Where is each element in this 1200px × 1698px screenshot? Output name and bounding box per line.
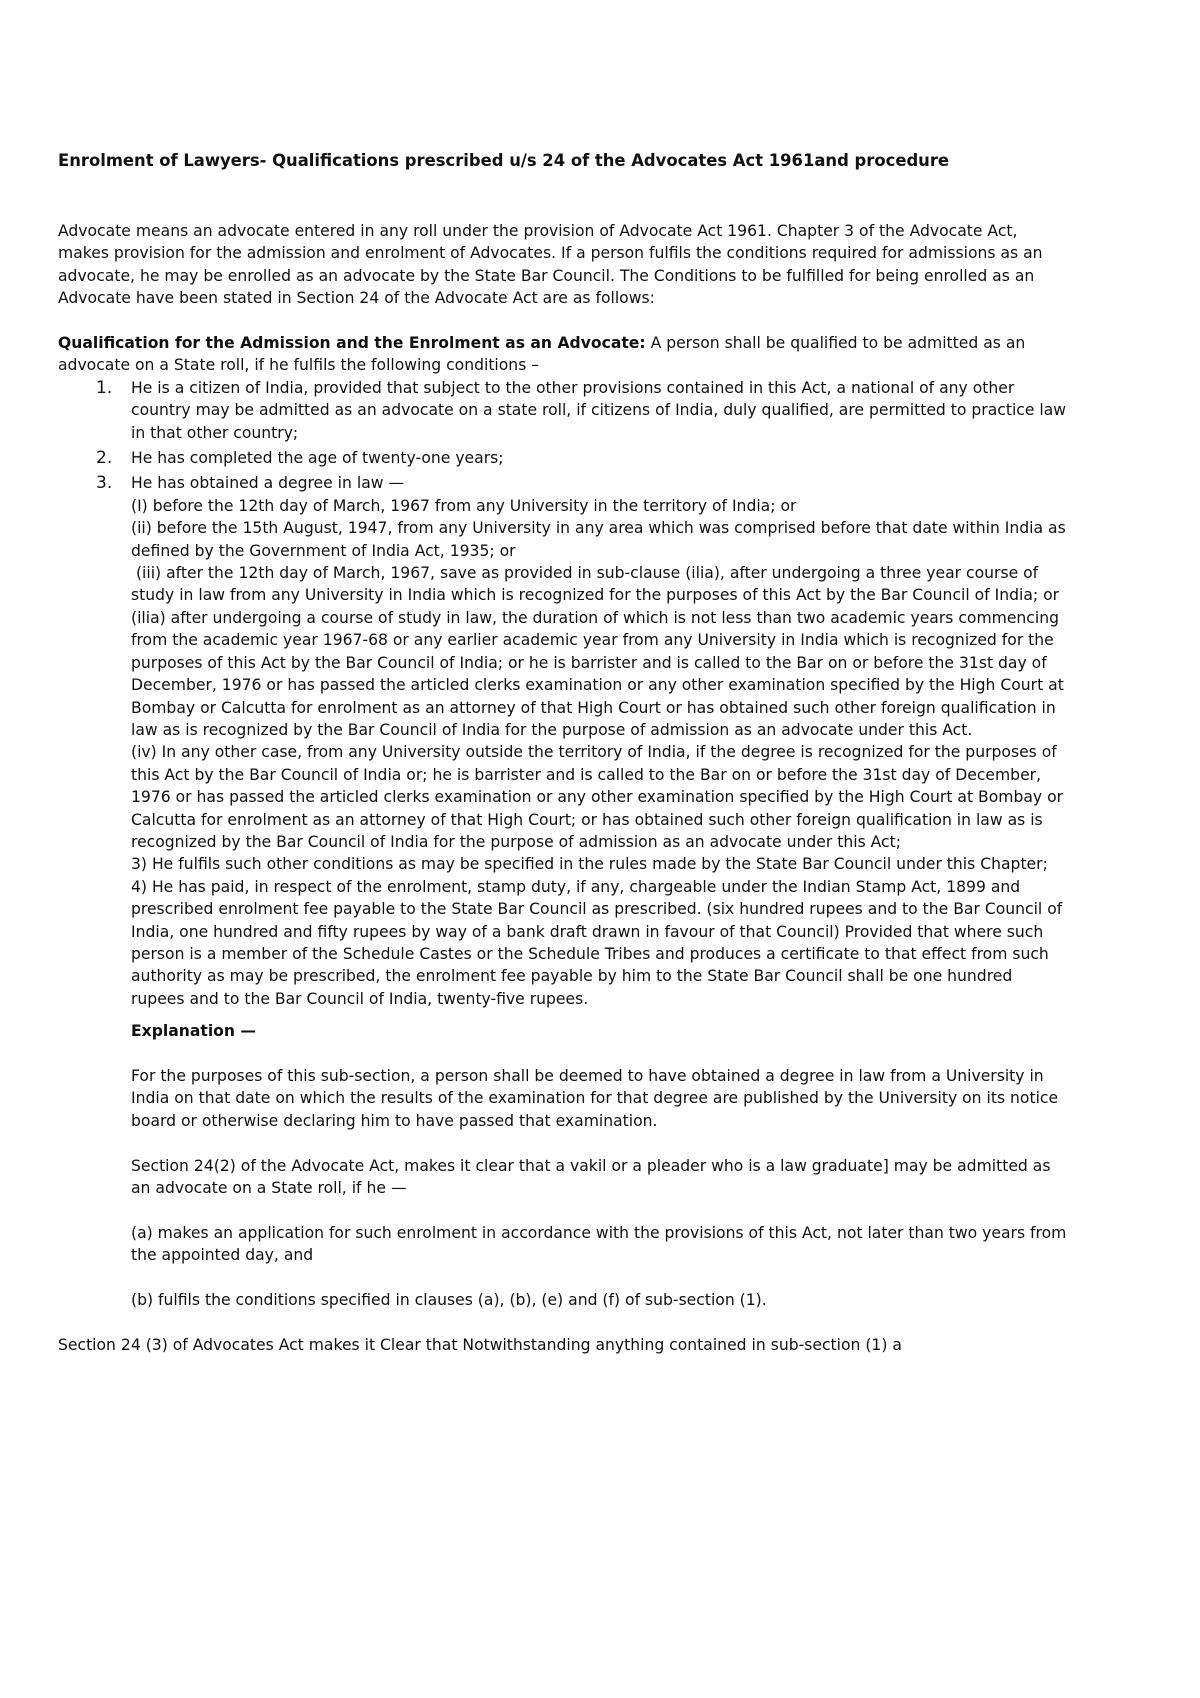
condition-item [58,447,1068,469]
sub-clause: (ilia) after undergoing a course of study in law, the duration of which is not less than two academic years commencing from the academic year 1967-68 or any earlier academic year from any University in India which is recognized for the purposes of this Act by the Bar Council of India; or he is barrister and is called to the Bar on or before the 31st day of December, 1976 or has passed the articled clerks examination or any other examination specified by the High Court at Bombay or Calcutta for enrolment as an attorney of that High Court or has obtained such other foreign qualification in law as is recognized by the Bar Council of India for the purpose of admission as an advocate under this Act. [131,608,1064,739]
explanation-paragraph: For the purposes of this sub-section, a person shall be deemed to have obtained a degree in law from a University in India on that date on which the results of the examination for that degree are published by the University on its notice board or otherwise declaring him to have passed that examination. [131,1067,1059,1130]
page-title: Enrolment of Lawyers- Qualifications prescribed u/s 24 of the Advocates Act 1961and procedure [58,151,950,170]
clause-a-paragraph: (a) makes an application for such enrolment in accordance with the provisions of this Act, not later than two years from the appointed day, and [131,1223,1067,1265]
condition-number: 3. [96,473,113,494]
sub-clause: (iii) after the 12th day of March, 1967, save as provided in sub-clause (ilia), after undergoing a three year course of study in law from any University in India which is recognized for the purposes of this Act by the Bar Council of India; or [131,564,1060,605]
qualification-heading: Qualification for the Admission and the Enrolment as an Advocate: [58,334,646,353]
qualification-text: A person shall be qualified to be admitted as an advocate on a State roll, if he fulfils the following conditions – [58,334,1026,375]
qualification-paragraph [58,332,1068,377]
section-24-2-paragraph: Section 24(2) of the Advocate Act, makes it clear that a vakil or a pleader who is a law graduate] may be admitted as an advocate on a State roll, if he — [131,1156,1051,1198]
document-body [58,220,1068,1356]
sub-clause: 4) He has paid, in respect of the enrolment, stamp duty, if any, chargeable under the Indian Stamp Act, 1899 and prescribed enrolment fee payable to the State Bar Council as prescribed. (six hundred rupees and to the Bar Council of India, one hundred and fifty rupees by way of a bank draft drawn in favour of that Council) Provided that where such person is a member of the Schedule Castes or the Schedule Tribes and produces a certificate to that effect from such authority as may be prescribed, the enrolment fee payable by him to the State Bar Council shall be one hundred rupees and to the Bar Council of India, twenty-five rupees. [131,877,1063,1008]
explanation-heading: Explanation — [131,1022,257,1041]
condition-text: He has completed the age of twenty-one years; [131,449,504,468]
conditions-list [58,377,1068,1010]
condition-number: 2. [96,448,113,469]
condition-text: He has obtained a degree in law — [131,474,405,493]
condition-item [58,472,1068,1010]
explanation-block [58,1020,1068,1311]
condition-number: 1. [96,377,113,398]
degree-clauses [131,472,1068,1010]
section-24-3-paragraph: Section 24 (3) of Advocates Act makes it Clear that Notwithstanding anything contained in sub-section (1) a [58,1335,902,1354]
sub-clause: (iv) In any other case, from any University outside the territory of India, if the degree is recognized for the purposes of this Act by the Bar Council of India or; he is barrister and is called to the Bar on or before the 31st day of December, 1976 or has passed the articled clerks examination or any other examination specified by the High Court at Bombay or Calcutta for enrolment as an attorney of that High Court; or has obtained such other foreign qualification in law as is recognized by the Bar Council of India for the purpose of admission as an advocate under this Act; [131,743,1064,851]
sub-clause: 3) He fulfils such other conditions as may be specified in the rules made by the State Bar Council under this Chapter; [131,855,1048,874]
condition-item [58,377,1068,444]
sub-clause: (ii) before the 15th August, 1947, from any University in any area which was comprised before that date within India as defined by the Government of India Act, 1935; or [131,519,1066,560]
intro-paragraph: Advocate means an advocate entered in any roll under the provision of Advocate Act 1961. Chapter 3 of the Advocate Act, makes provision for the admission and enrolment of Advocates. If a person fulfils the conditions required for admissions as an advocate, he may be enrolled as an advocate by the State Bar Council. The Conditions to be fulfilled for being enrolled as an Advocate have been stated in Section 24 of the Advocate Act are as follows: [58,222,1043,308]
sub-clause: (I) before the 12th day of March, 1967 from any University in the territory of India; or [131,496,797,515]
condition-text: He is a citizen of India, provided that subject to the other provisions contained in this Act, a national of any other country may be admitted as an advocate on a state roll, if citizens of India, duly qualified, are permitted to practice law in that other country; [131,378,1067,442]
clause-b-paragraph: (b) fulfils the conditions specified in clauses (a), (b), (e) and (f) of sub-section (1). [131,1291,767,1310]
